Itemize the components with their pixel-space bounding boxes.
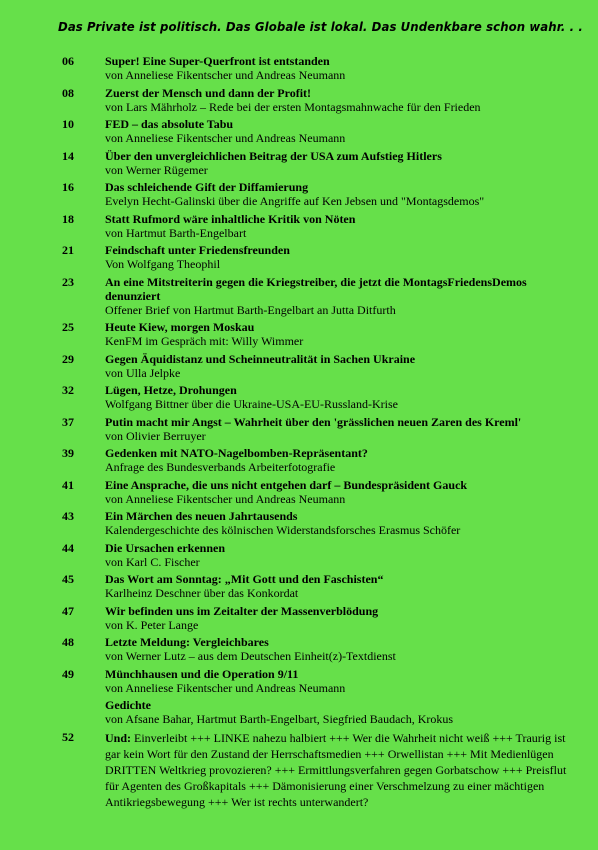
article-title: Zuerst der Mensch und dann der Profit! bbox=[105, 85, 312, 100]
article-byline: Wolfgang Bittner über die Ukraine-USA-EU-Russland-Krise bbox=[105, 397, 398, 411]
toc-entry[interactable] bbox=[0, 635, 598, 664]
article-title: Letzte Meldung: Vergleichbares bbox=[105, 635, 269, 649]
short-news-headlines: Einverleibt +++ LINKE nahezu halbiert +++ Wer die Wahrheit nicht weiß +++ Traurig ist gar kein Wort für den Zustand der Herrschaftsmedien +++ Orwellistan +++ Mit Medienlügen DRITTEN Weltkrieg provozieren? +++ Ermittlungsverfahren gegen Gorbatschow +++ Preisflut für Agenten des Großkapitals +++ Dämonisierung einer Verschmelzung zu einer mächtigen Antikriegsbewegung +++ Wer ist rechts unterwandert? bbox=[105, 730, 567, 809]
article-title: FED – das absolute Tabu bbox=[105, 117, 234, 131]
page-number: 32 bbox=[62, 383, 74, 397]
article-title: Wir befinden uns im Zeitalter der Massenverblödung bbox=[105, 603, 379, 618]
article-title: Heute Kiew, morgen Moskau bbox=[105, 320, 255, 334]
article-title: Gedichte bbox=[105, 698, 151, 712]
article-title: Gegen Äquidistanz und Scheinneutralität in Sachen Ukraine bbox=[105, 351, 416, 366]
article-title: Super! Eine Super-Querfront ist entstanden bbox=[105, 54, 330, 68]
toc-entry[interactable] bbox=[0, 446, 598, 475]
article-title: Ein Märchen des neuen Jahrtausends bbox=[105, 509, 298, 523]
article-byline: von Werner Rügemer bbox=[105, 162, 208, 177]
page-number: 08 bbox=[62, 85, 74, 100]
toc-entry[interactable] bbox=[0, 243, 598, 272]
toc-entry[interactable] bbox=[0, 572, 598, 601]
toc-entry[interactable] bbox=[0, 54, 598, 83]
page-number: 43 bbox=[62, 509, 74, 523]
page-number: 48 bbox=[62, 635, 74, 649]
toc-entry[interactable] bbox=[0, 320, 598, 349]
table-of-contents bbox=[0, 54, 598, 810]
article-title: Putin macht mir Angst – Wahrheit über den 'grässlichen neuen Zaren des Kreml' bbox=[105, 414, 522, 429]
toc-entry[interactable] bbox=[0, 478, 598, 507]
article-byline: von Afsane Bahar, Hartmut Barth-Engelbart, Siegfried Baudach, Krokus bbox=[105, 712, 454, 726]
page-number: 25 bbox=[62, 320, 74, 334]
toc-entry[interactable] bbox=[0, 667, 598, 696]
page-number: 41 bbox=[62, 477, 74, 492]
article-byline: von Werner Lutz – aus dem Deutschen Einheit(z)-Textdienst bbox=[105, 649, 396, 663]
article-title: Über den unvergleichlichen Beitrag der USA zum Aufstieg Hitlers bbox=[105, 148, 442, 163]
short-news-text bbox=[105, 730, 568, 810]
masthead-slogan: Das Private ist politisch. Das Globale ist lokal. Das Undenkbare schon wahr. . . bbox=[58, 19, 583, 34]
page-number: 39 bbox=[62, 446, 74, 460]
article-title: Eine Ansprache, die uns nicht entgehen darf – Bundespräsident Gauck bbox=[105, 477, 468, 492]
toc-entry-short-news[interactable] bbox=[0, 730, 598, 810]
article-title: Die Ursachen erkennen bbox=[105, 540, 225, 555]
article-byline: Von Wolfgang Theophil bbox=[105, 257, 221, 271]
article-title: Münchhausen und die Operation 9/11 bbox=[105, 666, 299, 681]
page-number: 45 bbox=[62, 572, 74, 586]
article-byline: Evelyn Hecht-Galinski über die Angriffe auf Ken Jebsen und "Montagsdemos" bbox=[105, 194, 485, 208]
toc-entry[interactable] bbox=[0, 275, 598, 318]
page-number: 29 bbox=[62, 351, 74, 366]
toc-entry[interactable] bbox=[0, 509, 598, 538]
toc-entry[interactable] bbox=[0, 698, 598, 727]
article-byline: Anfrage des Bundesverbands Arbeiterfotografie bbox=[105, 460, 336, 474]
article-byline: KenFM im Gespräch mit: Willy Wimmer bbox=[105, 334, 304, 348]
toc-entry[interactable] bbox=[0, 117, 598, 146]
page-number: 18 bbox=[62, 211, 74, 226]
toc-entry[interactable] bbox=[0, 352, 598, 381]
article-byline: von Anneliese Fikentscher und Andreas Neumann bbox=[105, 131, 346, 145]
article-title: Lügen, Hetze, Drohungen bbox=[105, 383, 237, 397]
article-byline: von Anneliese Fikentscher und Andreas Neumann bbox=[105, 680, 346, 695]
article-byline: von Anneliese Fikentscher und Andreas Neumann bbox=[105, 68, 346, 82]
article-byline: von Lars Mährholz – Rede bei der ersten Montagsmahnwache für den Frieden bbox=[105, 99, 481, 114]
article-title: Gedenken mit NATO-Nagelbomben-Repräsentant? bbox=[105, 446, 368, 460]
article-title: Das schleichende Gift der Diffamierung bbox=[105, 180, 309, 194]
article-byline: von Olivier Berruyer bbox=[105, 428, 206, 443]
page-number: 10 bbox=[62, 117, 74, 131]
page-number: 16 bbox=[62, 180, 74, 194]
article-byline: von Hartmut Barth-Engelbart bbox=[105, 225, 247, 240]
article-byline: von Karl C. Fischer bbox=[105, 554, 200, 569]
page-number: 23 bbox=[62, 274, 74, 289]
article-title: Feindschaft unter Friedensfreunden bbox=[105, 243, 290, 257]
article-title: An eine Mitstreiterin gegen die Kriegstreiber, die jetzt die MontagsFriedensDemos denunziert bbox=[105, 274, 527, 303]
page-number: 37 bbox=[62, 414, 74, 429]
page-number: 44 bbox=[62, 540, 74, 555]
toc-entry[interactable] bbox=[0, 604, 598, 633]
page-number: 21 bbox=[62, 243, 74, 257]
toc-entry[interactable] bbox=[0, 212, 598, 241]
article-byline: von Ulla Jelpke bbox=[105, 365, 181, 380]
article-byline: Kalendergeschichte des kölnischen Widerstandsforsches Erasmus Schöfer bbox=[105, 523, 461, 537]
article-byline: Offener Brief von Hartmut Barth-Engelbart an Jutta Ditfurth bbox=[105, 302, 396, 317]
toc-entry[interactable] bbox=[0, 415, 598, 444]
article-byline: von K. Peter Lange bbox=[105, 617, 199, 632]
article-byline: Karlheinz Deschner über das Konkordat bbox=[105, 586, 299, 600]
short-news-lead: Und: bbox=[105, 730, 132, 745]
page-number: 47 bbox=[62, 603, 74, 618]
toc-entry[interactable] bbox=[0, 383, 598, 412]
article-title: Das Wort am Sonntag: „Mit Gott und den Faschisten“ bbox=[105, 572, 384, 586]
article-title: Statt Rufmord wäre inhaltliche Kritik von Nöten bbox=[105, 211, 356, 226]
toc-entry[interactable] bbox=[0, 541, 598, 570]
page-number: 14 bbox=[62, 148, 74, 163]
page-number: 06 bbox=[62, 54, 74, 68]
article-byline: von Anneliese Fikentscher und Andreas Neumann bbox=[105, 491, 346, 506]
toc-entry[interactable] bbox=[0, 180, 598, 209]
page-number: 49 bbox=[62, 666, 74, 681]
toc-entry[interactable] bbox=[0, 86, 598, 115]
toc-entry[interactable] bbox=[0, 149, 598, 178]
page-number: 52 bbox=[62, 729, 74, 744]
